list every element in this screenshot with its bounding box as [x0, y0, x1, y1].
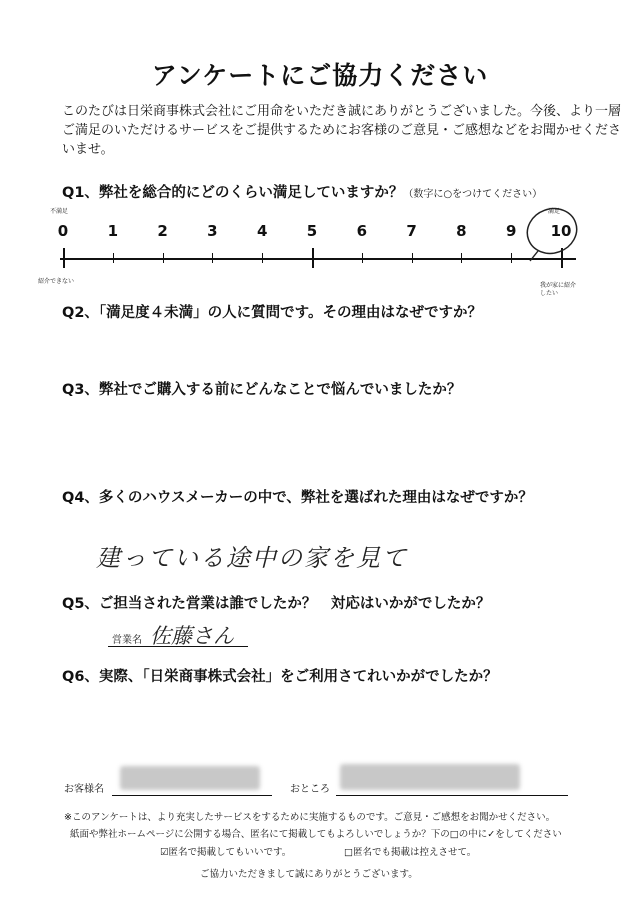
scale-number-7[interactable]: 7	[406, 222, 417, 240]
sales-rep-underline	[108, 646, 248, 647]
scale-tick	[461, 253, 462, 263]
scale-low-bottom-label: 紹介できない	[38, 278, 75, 285]
scale-tick	[262, 253, 263, 263]
scale-low-top-label: 不満足	[50, 208, 69, 215]
question-2: Q2、「満足度４未満」の人に質問です。その理由はなぜですか？	[62, 305, 483, 321]
scale-number-6[interactable]: 6	[356, 222, 368, 240]
address-underline	[336, 795, 568, 796]
scale-number-0[interactable]: 0	[57, 222, 69, 240]
scale-tick	[113, 253, 114, 263]
scale-tick	[511, 253, 512, 263]
selection-circle	[520, 203, 580, 263]
scale-number-2[interactable]: 2	[157, 222, 168, 240]
footer-note-2: 紙面や弊社ホームページに公開する場合、匿名にて掲載してもよろしいでしょうか？下の□の中に✓をしてください	[70, 829, 562, 840]
page-title: アンケートにご協力ください	[151, 61, 489, 90]
scale-number-3[interactable]: 3	[207, 222, 218, 240]
scale-high-bottom-label: 我が家に紹介したい	[540, 282, 577, 297]
sales-rep-label: 営業名	[112, 635, 142, 646]
scale-number-5[interactable]: 5	[306, 222, 318, 240]
footer-note-1: ※このアンケートは、より充実したサービスをするために実施するものです。ご意見・ご感想をお聞かせください。	[64, 812, 556, 823]
footer-thanks: ご協力いただきまして誠にありがとうございます。	[200, 869, 418, 880]
question-4-answer: 建っている途中の家を見て	[96, 544, 408, 572]
question-1-hint: （数字に○をつけてください）	[403, 189, 543, 200]
scale-tick	[312, 248, 314, 268]
question-4: Q4、多くのハウスメーカーの中で、弊社を選ばれた理由はなぜですか？	[62, 490, 533, 506]
scale-tick	[212, 253, 213, 263]
question-1	[62, 181, 542, 202]
scale-number-4[interactable]: 4	[256, 222, 268, 240]
scale-high-top-label: 満足	[548, 208, 561, 215]
intro-text: このたびは日栄商事株式会社にご用命をいただき誠にありがとうございました。今後、より一層ご満足のいただけるサービスをご提供するためにお客様のご意見・ご感想などをお聞かせくださいませ。	[62, 104, 622, 157]
scale-line	[60, 258, 576, 260]
scale-number-1[interactable]: 1	[107, 222, 119, 240]
question-6: Q6、実際、「日栄商事株式会社」をご利用さてれいかがでしたか？	[62, 669, 498, 685]
address-redacted	[340, 764, 520, 790]
scale-tick	[63, 248, 65, 268]
scale-tick	[412, 253, 413, 263]
customer-name-label: お客様名	[64, 784, 104, 795]
scale-number-9[interactable]: 9	[505, 222, 517, 240]
customer-name-underline	[112, 795, 272, 796]
scale-number-8[interactable]: 8	[456, 222, 467, 240]
scale-number-10[interactable]: 10	[550, 222, 572, 240]
question-1-text: Q1、弊社を総合的にどのくらい満足していますか？	[62, 185, 404, 201]
address-label: おところ	[290, 784, 330, 795]
publish-decline-option[interactable]: □匿名でも掲載は控えさせて。	[344, 847, 477, 858]
scale-tick	[163, 253, 164, 263]
customer-name-redacted	[120, 766, 260, 790]
sales-rep-answer: 佐藤さん	[150, 624, 234, 648]
publish-anonymous-option[interactable]: ☑匿名で掲載してもいいです。	[160, 847, 292, 858]
question-3: Q3、弊社でご購入する前にどんなことで悩んでいましたか？	[62, 382, 462, 398]
question-5: Q5、ご担当された営業は誰でしたか？ 対応はいかがでしたか？	[62, 596, 491, 612]
scale-tick	[362, 253, 363, 263]
